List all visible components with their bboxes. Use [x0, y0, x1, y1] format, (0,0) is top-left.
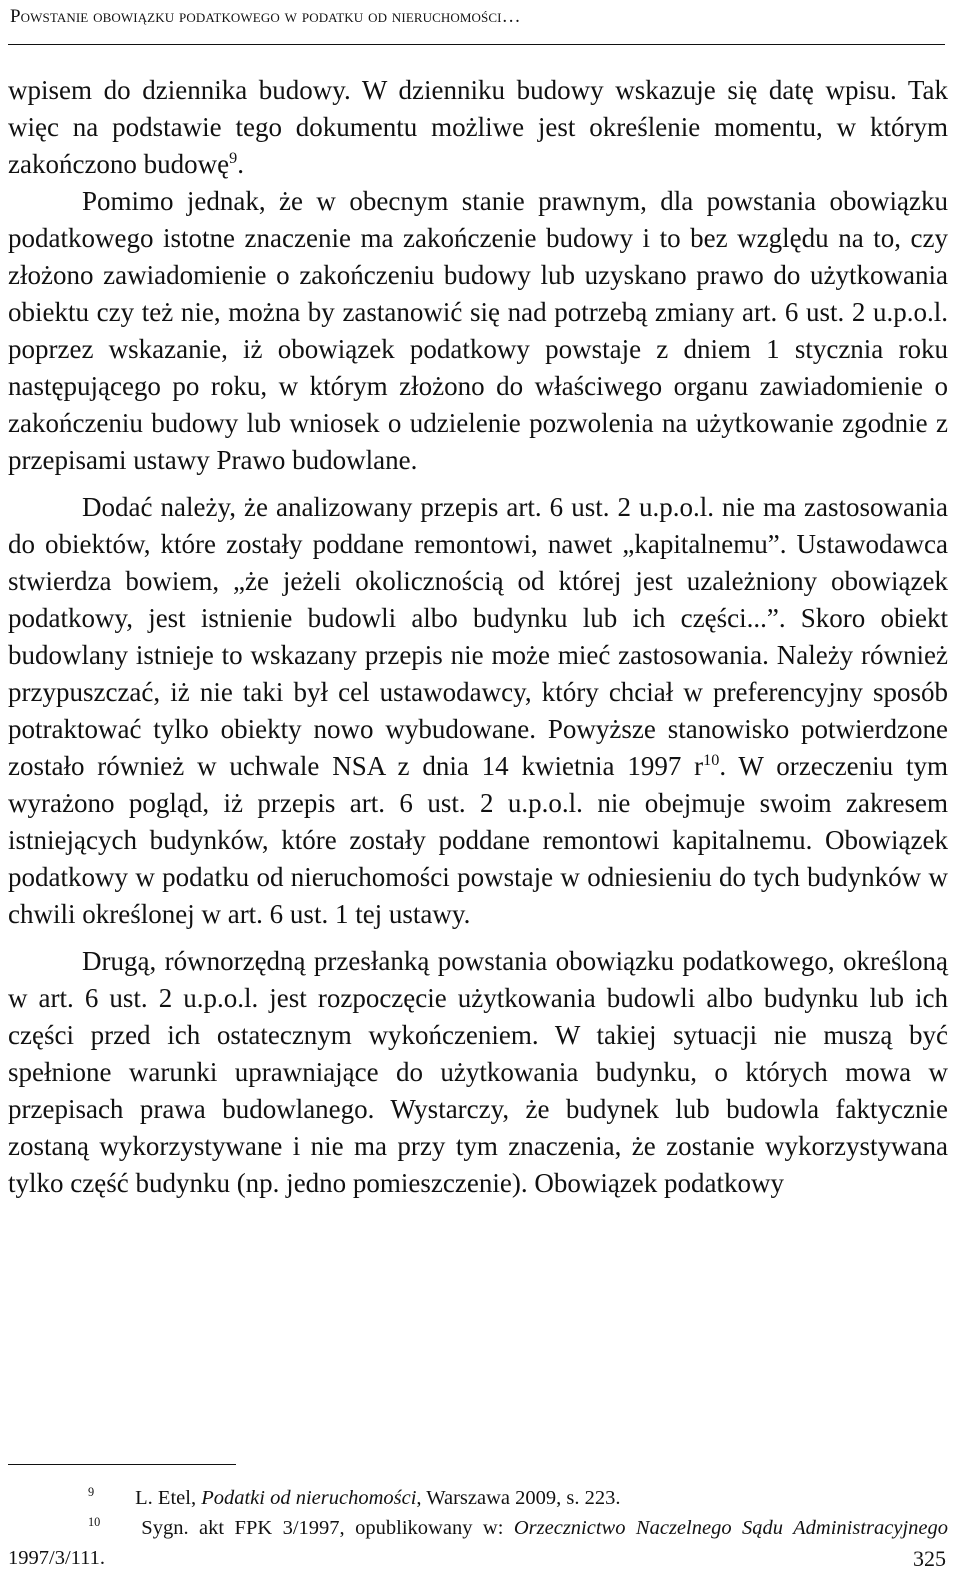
footnote-text: 1997/3/111.: [8, 1547, 105, 1569]
paragraph-4-text: Drugą, równorzędną przesłanką powstania obowiązku podatkowego, określoną w art. 6 ust. 2 u.p.o.l. jest rozpoczęcie użytkowania budowli albo budynku lub ich części przed ich ostatecznym wykończeniem. W takiej sytuacji nie muszą być spełnione warunki uprawniające do użytkowania budynku, o których mowa w przepisach prawa budowlanego. Wystarczy, że budynek lub budowla faktycznie zostaną wykorzystywane i nie ma przy tym znaczenia, że zostanie wykorzystywana tylko część budynku (np. jedno pomieszczenie). Obowiązek podatkowy: [8, 946, 948, 1198]
paragraph-3-text: Dodać należy, że analizowany przepis art. 6 ust. 2 u.p.o.l. nie ma zastosowania do obiektów, które zostały poddane remontowi, nawet „kapitalnemu”. Ustawodawca stwierdza bowiem, „że jeżeli okolicznością od której jest uzależniony obowiązek podatkowy, jest istnienie budowli albo budynku lub ich części...”. Skoro obiekt budowlany istnieje to wskazany przepis nie może mieć zastosowania. Należy również przypuszczać, iż nie taki był cel ustawodawcy, który chciał w preferencyjny sposób potraktować tylko obiekty nowo wybudowane. Powyższe stanowisko potwierdzone zostało również w uchwale NSA z dnia 14 kwietnia 1997 r: [8, 492, 948, 781]
paragraph-3: [8, 489, 948, 933]
paragraph-1: [8, 72, 948, 183]
footnote-text: , Warszawa 2009, s. 223.: [416, 1487, 621, 1509]
page-number: 325: [913, 1546, 946, 1571]
paragraph-1-end: .: [237, 149, 245, 179]
paragraph-4: [8, 943, 948, 1202]
paragraph-2: [8, 183, 948, 479]
footnote-10: [8, 1513, 948, 1573]
body-text: [8, 72, 948, 1202]
footnote-title: Orzecznictwo Naczelnego Sądu Administracyjnego: [513, 1517, 948, 1539]
footnote-ref-10: 10: [703, 751, 720, 769]
header-rule: [8, 44, 945, 45]
footnote-separator: [8, 1464, 236, 1465]
footnotes: [8, 1483, 948, 1573]
footnote-number: 10: [88, 1515, 101, 1530]
paragraph-2-text: Pomimo jednak, że w obecnym stanie prawnym, dla powstania obowiązku podatkowego istotne znaczenie ma zakończenie budowy i to bez względu na to, czy złożono zawiadomienie o zakończeniu budowy lub uzyskano prawo do użytkowania obiektu czy też nie, można by zastanowić się nad potrzebą zmiany art. 6 ust. 2 u.p.o.l. poprzez wskazanie, iż obowiązek podatkowy powstaje z dniem 1 stycznia roku następującego po roku, w którym złożono do właściwego organu zawiadomienie o zakończeniu budowy lub wniosek o udzielenie pozwolenia na użytkowanie zgodnie z przepisami ustawy Prawo budowlane.: [8, 186, 948, 475]
footnote-ref-9: 9: [229, 149, 238, 167]
footnote-9: [8, 1483, 948, 1513]
footnote-text: L. Etel,: [135, 1487, 202, 1509]
footnote-title: Podatki od nieruchomości: [201, 1487, 417, 1509]
footnote-number: 9: [88, 1485, 95, 1500]
footnote-text: Sygn. akt FPK 3/1997, opublikowany w:: [141, 1517, 514, 1539]
paragraph-3-rest: . W orzeczeniu tym wyrażono pogląd, iż przepis art. 6 ust. 2 u.p.o.l. nie obejmuje swoim zakresem istniejących budynków, które zostały poddane remontowi kapitalnemu. Obowiązek podatkowy w podatku od nieruchomości powstaje w odniesieniu do tych budynków w chwili określonej w art. 6 ust. 1 tej ustawy.: [8, 751, 948, 929]
running-header: Powstanie obowiązku podatkowego w podatku od nieruchomości…: [10, 6, 521, 27]
paragraph-1-text: wpisem do dziennika budowy. W dzienniku budowy wskazuje się datę wpisu. Tak więc na podstawie tego dokumentu możliwe jest określenie momentu, w którym zakończono budowę: [8, 75, 948, 179]
